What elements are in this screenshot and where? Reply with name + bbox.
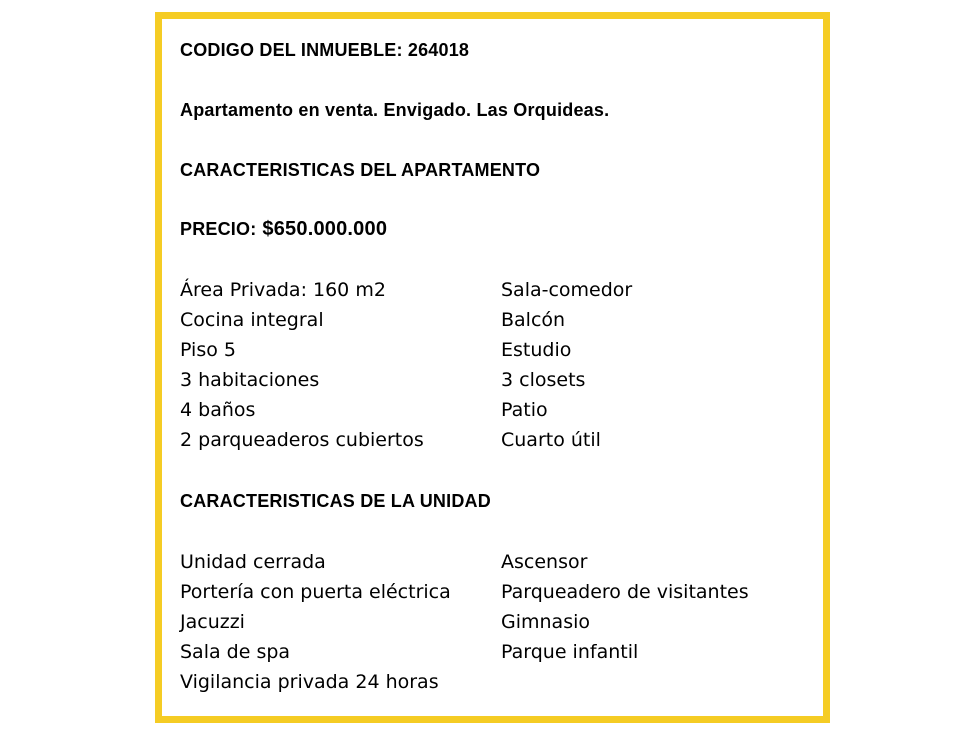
feature-right: Ascensor bbox=[501, 551, 588, 573]
apartment-features-list bbox=[180, 275, 800, 455]
feature-left: Área Privada: 160 m2 bbox=[180, 279, 386, 301]
list-item bbox=[180, 365, 800, 395]
feature-left: Vigilancia privada 24 horas bbox=[180, 671, 439, 693]
list-item bbox=[180, 667, 800, 697]
list-item bbox=[180, 637, 800, 667]
list-item bbox=[180, 425, 800, 455]
apartment-features-heading: CARACTERISTICAS DEL APARTAMENTO bbox=[180, 160, 541, 180]
feature-left: 3 habitaciones bbox=[180, 369, 320, 391]
feature-right: Patio bbox=[501, 399, 548, 421]
listing-content bbox=[180, 19, 823, 716]
feature-right: Parqueadero de visitantes bbox=[501, 581, 749, 603]
unit-features-list bbox=[180, 547, 800, 697]
feature-left: 2 parqueaderos cubiertos bbox=[180, 429, 424, 451]
feature-left: Jacuzzi bbox=[180, 611, 245, 633]
listing-card bbox=[155, 12, 830, 723]
feature-right bbox=[501, 667, 800, 697]
feature-right: Sala-comedor bbox=[501, 279, 633, 301]
price-line bbox=[180, 218, 387, 241]
feature-right: Gimnasio bbox=[501, 611, 590, 633]
list-item bbox=[180, 577, 800, 607]
feature-left: Cocina integral bbox=[180, 309, 324, 331]
price-label: PRECIO: bbox=[180, 219, 257, 239]
feature-left: Portería con puerta eléctrica bbox=[180, 581, 451, 603]
feature-right: Balcón bbox=[501, 309, 566, 331]
list-item bbox=[180, 395, 800, 425]
price-value: $650.000.000 bbox=[262, 218, 388, 240]
feature-left: 4 baños bbox=[180, 399, 256, 421]
feature-right: Estudio bbox=[501, 339, 572, 361]
property-code: CODIGO DEL INMUEBLE: 264018 bbox=[180, 40, 470, 60]
feature-left: Piso 5 bbox=[180, 339, 236, 361]
list-item bbox=[180, 607, 800, 637]
feature-left: Sala de spa bbox=[180, 641, 291, 663]
feature-right: 3 closets bbox=[501, 369, 586, 391]
feature-right: Cuarto útil bbox=[501, 429, 601, 451]
feature-left: Unidad cerrada bbox=[180, 551, 326, 573]
list-item bbox=[180, 275, 800, 305]
list-item bbox=[180, 547, 800, 577]
listing-subtitle: Apartamento en venta. Envigado. Las Orquideas. bbox=[180, 100, 610, 120]
list-item bbox=[180, 335, 800, 365]
unit-features-heading: CARACTERISTICAS DE LA UNIDAD bbox=[180, 491, 491, 511]
feature-right: Parque infantil bbox=[501, 641, 639, 663]
list-item bbox=[180, 305, 800, 335]
